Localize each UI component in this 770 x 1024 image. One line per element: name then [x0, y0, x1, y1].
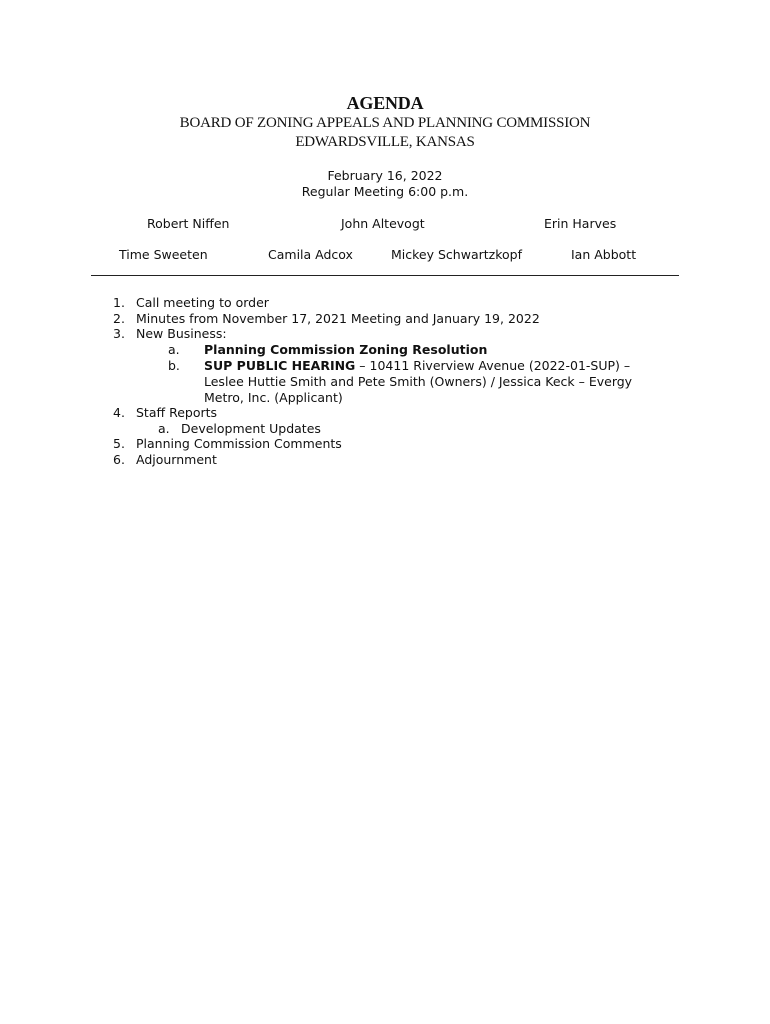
sub-item-letter: a.	[168, 342, 180, 357]
member-name: John Altevogt	[341, 216, 425, 231]
item-number: 5.	[113, 436, 125, 451]
sub-item	[204, 358, 630, 374]
sub-item-text: – 10411 Riverview Avenue (2022-01-SUP) –	[355, 358, 631, 373]
agenda-item: New Business:	[136, 326, 227, 341]
horizontal-divider	[91, 275, 679, 276]
agenda-item: Minutes from November 17, 2021 Meeting and January 19, 2022	[136, 311, 540, 326]
meeting-date: February 16, 2022	[327, 168, 443, 183]
board-name: BOARD OF ZONING APPEALS AND PLANNING COMMISSION	[179, 115, 591, 131]
agenda-item: Staff Reports	[136, 405, 218, 420]
agenda-item: Adjournment	[136, 452, 217, 467]
item-number: 6.	[113, 452, 125, 467]
member-name: Camila Adcox	[268, 247, 353, 262]
sub-item-bold: Planning Commission Zoning Resolution	[204, 342, 488, 357]
member-name: Erin Harves	[544, 216, 617, 231]
sub-item-continuation: Leslee Huttie Smith and Pete Smith (Owners) / Jessica Keck – Evergy	[204, 374, 633, 389]
item-number: 4.	[113, 405, 125, 420]
member-name: Mickey Schwartzkopf	[391, 247, 522, 262]
member-name: Time Sweeten	[119, 247, 208, 262]
member-name: Ian Abbott	[571, 247, 637, 262]
city-state: EDWARDSVILLE, KANSAS	[295, 134, 475, 150]
sub-item-letter: b.	[168, 358, 180, 373]
agenda-item: Planning Commission Comments	[136, 436, 342, 451]
sub-item-continuation: Metro, Inc. (Applicant)	[204, 390, 343, 405]
agenda-item: Call meeting to order	[136, 295, 269, 310]
item-number: 2.	[113, 311, 125, 326]
sub-item: Development Updates	[181, 421, 321, 436]
meeting-time: Regular Meeting 6:00 p.m.	[301, 184, 469, 199]
item-number: 1.	[113, 295, 125, 310]
agenda-title: AGENDA	[346, 93, 424, 113]
member-name: Robert Niffen	[147, 216, 230, 231]
sub-item-bold: SUP PUBLIC HEARING	[204, 358, 356, 373]
sub-item-letter: a.	[158, 421, 170, 436]
item-number: 3.	[113, 326, 125, 341]
